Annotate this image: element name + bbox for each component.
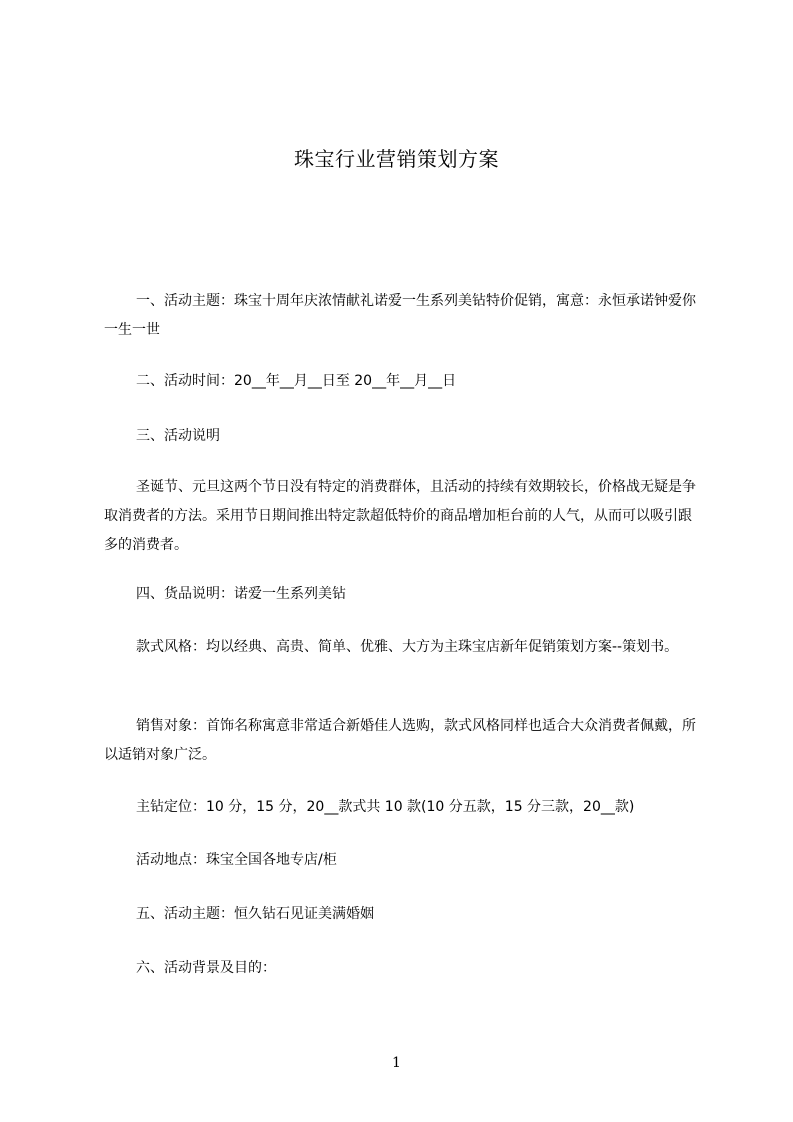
paragraph-style: 款式风格：均以经典、高贵、简单、优雅、大方为主珠宝店新年促销策划方案--策划书。 — [136, 639, 679, 655]
paragraph-activity-theme-five: 五、活动主题：恒久钻石见证美满婚姻 — [136, 906, 374, 922]
paragraph-activity-time: 二、活动时间：20__年__月__日至 20__年__月__日 — [136, 373, 457, 389]
paragraph-target-customers: 销售对象：首饰名称寓意非常适合新婚佳人选购，款式风格同样也适合大众消费者佩戴，所以适销对象广泛。 — [104, 718, 696, 763]
paragraph-activity-background: 六、活动背景及目的： — [136, 960, 276, 976]
paragraph-goods-description: 四、货品说明：诺爱一生系列美钻 — [136, 586, 346, 602]
page-number: 1 — [392, 1055, 401, 1071]
paragraph-activity-theme: 一、活动主题：珠宝十周年庆浓情献礼诺爱一生系列美钻特价促销，寓意：永恒承诺钟爱你一生一世 — [104, 293, 696, 338]
paragraph-main-diamond-positioning: 主钻定位：10 分，15 分，20__款式共 10 款(10 分五款，15 分三款，20__款) — [136, 799, 635, 815]
paragraph-activity-location: 活动地点：珠宝全国各地专店/柜 — [136, 852, 337, 868]
document-title: 珠宝行业营销策划方案 — [294, 147, 499, 171]
paragraph-activity-description: 圣诞节、元旦这两个节日没有特定的消费群体，且活动的持续有效期较长，价格战无疑是争取消费者的方法。采用节日期间推出特定款超低特价的商品增加柜台前的人气，从而可以吸引跟多的消费者。 — [104, 479, 696, 553]
paragraph-activity-description-heading: 三、活动说明 — [136, 428, 220, 444]
